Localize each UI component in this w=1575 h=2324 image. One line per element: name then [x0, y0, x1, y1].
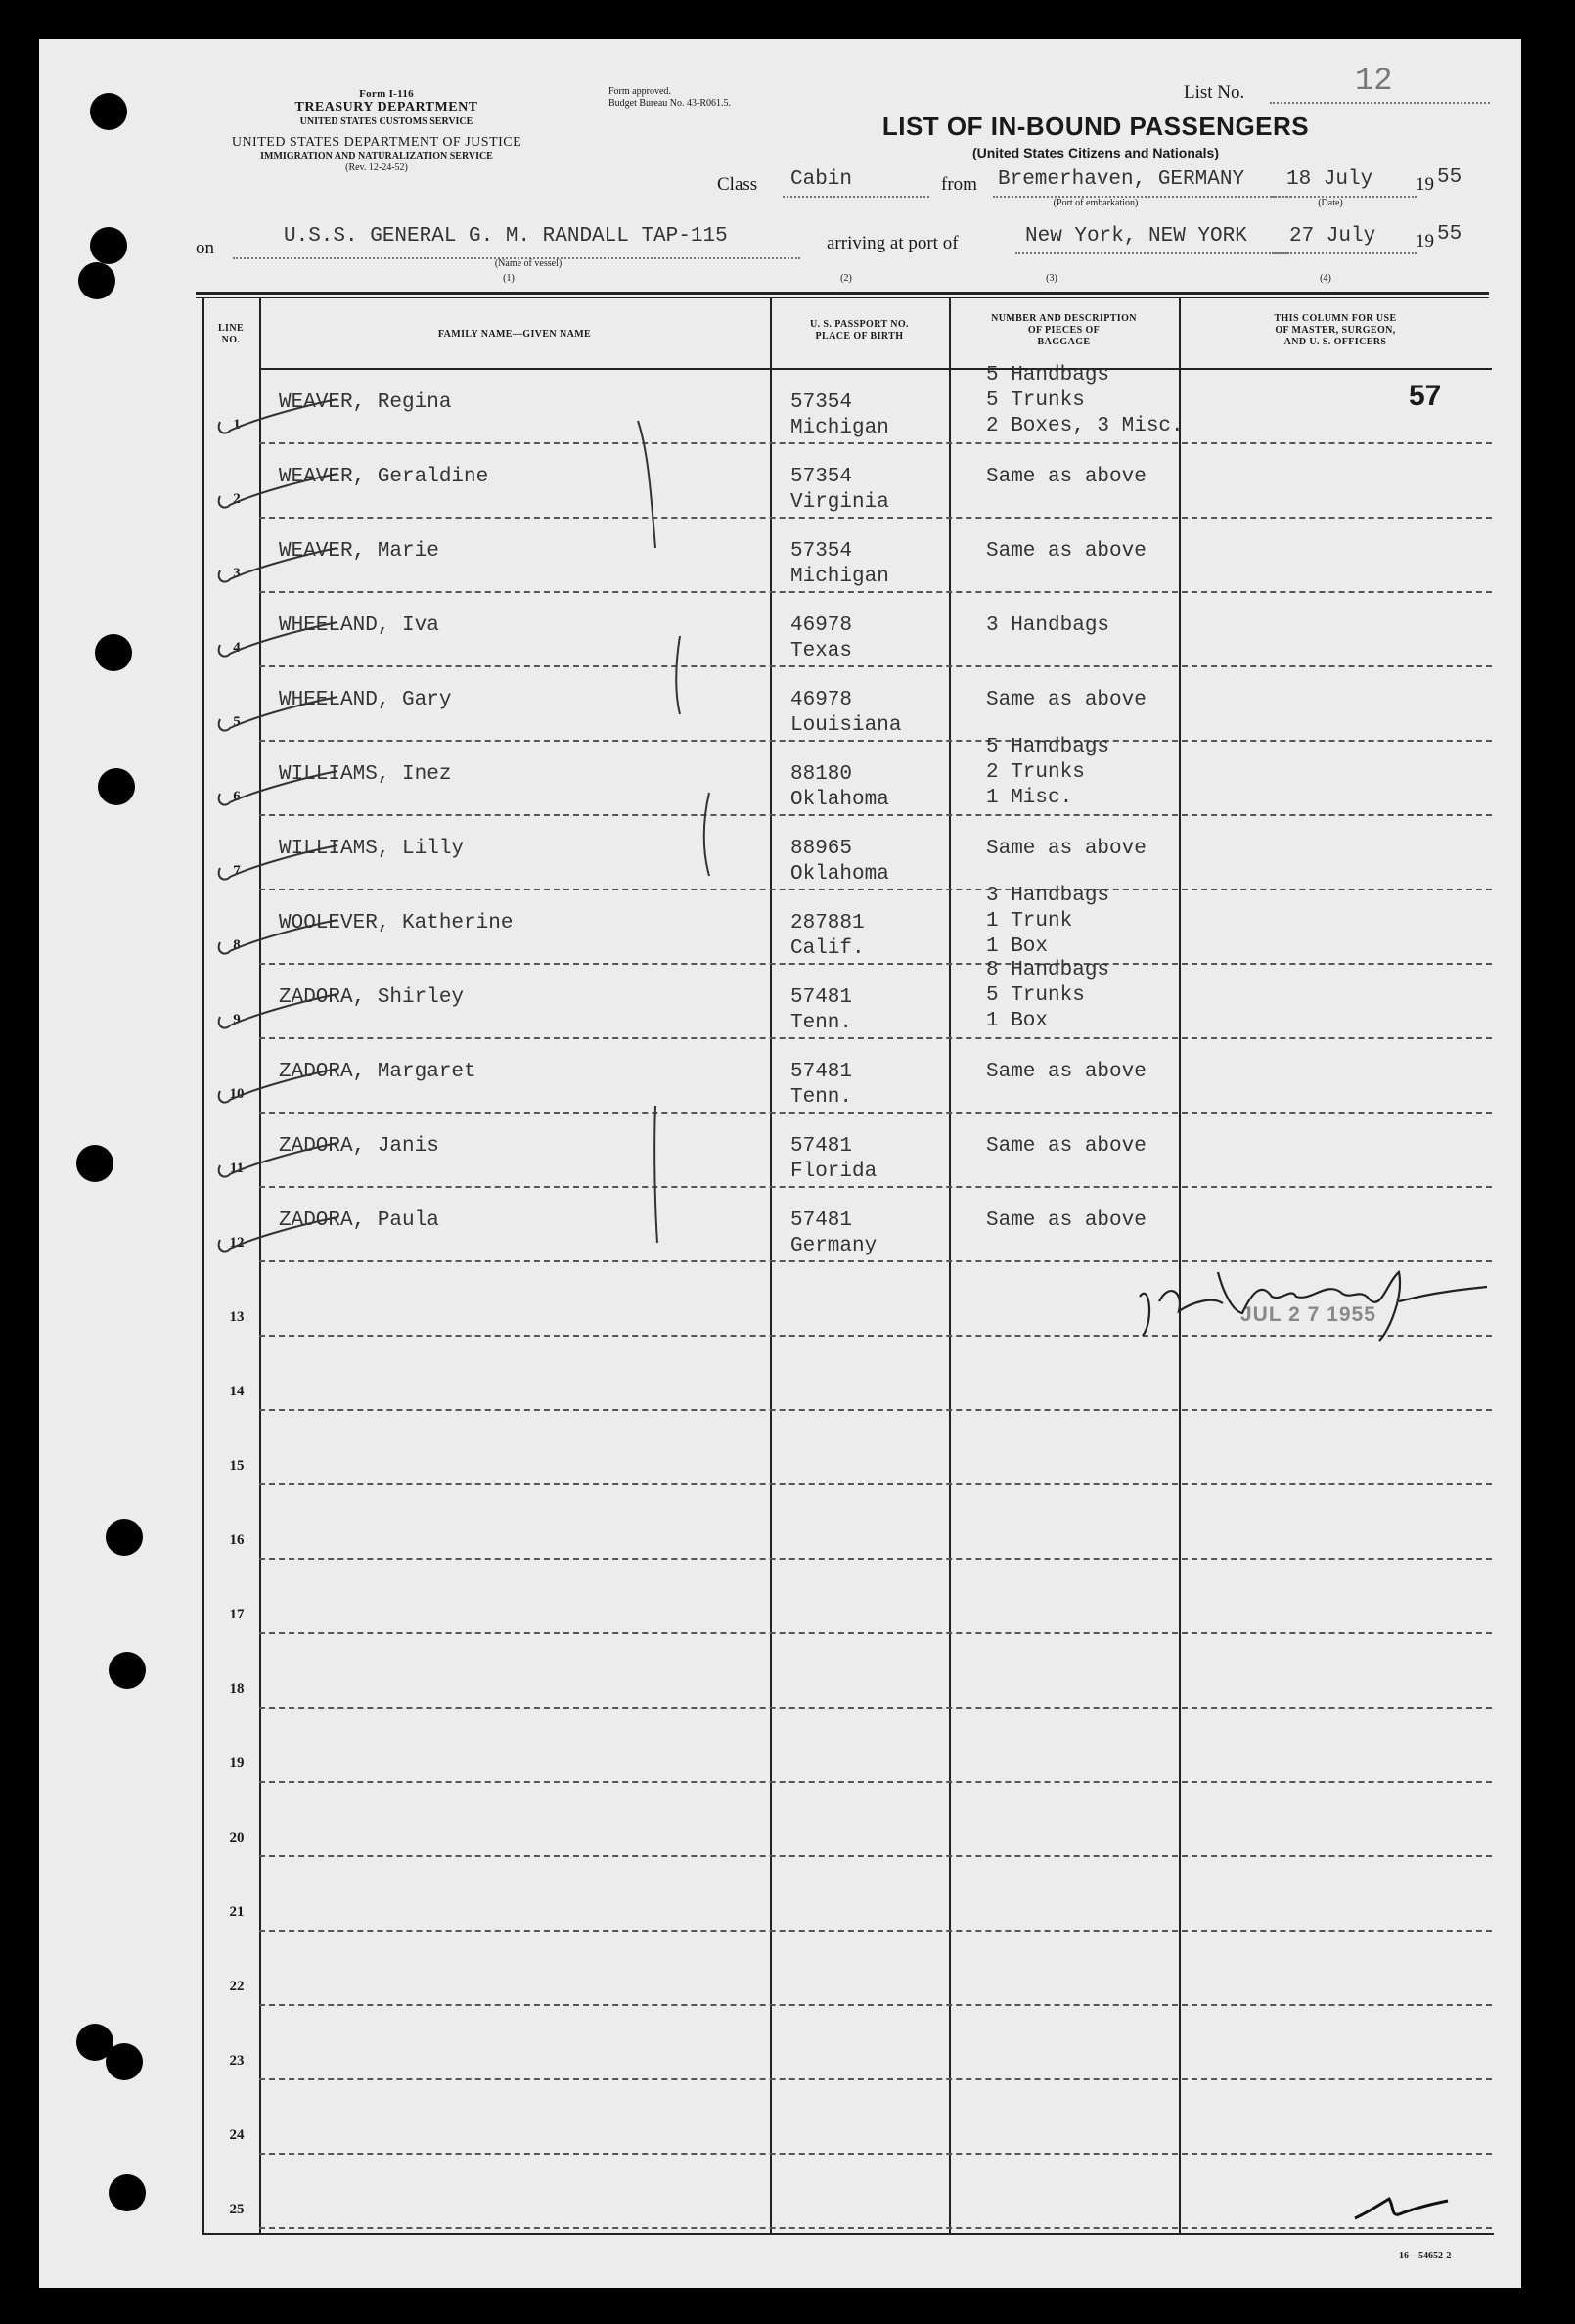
baggage-item: Same as above [986, 689, 1147, 711]
place-of-birth: Texas [790, 640, 853, 662]
line-number: 16 [229, 1532, 245, 1548]
line-number: 14 [229, 1384, 245, 1399]
baggage-item: 8 Handbags [986, 959, 1110, 981]
department-of-justice: UNITED STATES DEPARTMENT OF JUSTICE [231, 135, 522, 150]
row-separator [259, 1855, 1492, 1857]
row-separator [259, 1632, 1492, 1634]
punch-hole [76, 1145, 113, 1182]
passenger-name: ZADORA, Paula [279, 1209, 439, 1232]
arrival-port: New York, NEW YORK [1025, 225, 1247, 248]
passport-number: 57481 [790, 1061, 853, 1083]
passenger-name: ZADORA, Shirley [279, 986, 465, 1009]
passport-number: 88180 [790, 763, 853, 786]
place-of-birth: Tenn. [790, 1086, 853, 1109]
column-number-2: (2) [840, 273, 852, 284]
row-separator [259, 1112, 1492, 1114]
place-of-birth: Michigan [790, 566, 889, 588]
row-separator [259, 442, 1492, 444]
baggage-item: 3 Handbags [986, 885, 1110, 907]
table-bottom-border [202, 2233, 1494, 2235]
check-mark [210, 695, 347, 744]
port-embark-caption: (Port of embarkation) [1053, 198, 1139, 208]
passenger-name: ZADORA, Margaret [279, 1061, 476, 1083]
passenger-name: WEAVER, Marie [279, 540, 439, 563]
passport-number: 57481 [790, 1209, 853, 1232]
baggage-item: 5 Trunks [986, 984, 1085, 1007]
line-number: 20 [229, 1830, 245, 1846]
row-separator [259, 2078, 1492, 2080]
punch-hole [109, 1652, 146, 1689]
column-number-1: (1) [503, 273, 515, 284]
passport-number: 57354 [790, 391, 853, 414]
check-mark [210, 769, 347, 818]
line-number: 19 [229, 1755, 245, 1771]
ins: IMMIGRATION AND NATURALIZATION SERVICE [260, 151, 493, 161]
passenger-name: WEAVER, Geraldine [279, 466, 489, 488]
column-number-3: (3) [1046, 273, 1058, 284]
list-no-label: List No. [1184, 82, 1245, 103]
place-of-birth: Louisiana [790, 714, 902, 737]
passenger-name: WILLIAMS, Lilly [279, 838, 465, 860]
passport-number: 57481 [790, 986, 853, 1009]
row-separator [259, 2227, 1492, 2229]
baggage-item: 5 Handbags [986, 364, 1110, 387]
form-approved: Form approved. [608, 86, 671, 97]
row-separator [259, 1037, 1492, 1039]
revision: (Rev. 12-24-52) [345, 162, 408, 173]
passport-number: 57354 [790, 466, 853, 488]
date-stamp: JUL 2 7 1955 [1240, 1303, 1376, 1326]
baggage-item: 5 Handbags [986, 736, 1110, 758]
arrival-date-underline [1272, 252, 1417, 254]
baggage-item: 1 Trunk [986, 910, 1073, 933]
list-no-underline [1270, 102, 1490, 104]
line-number: 13 [229, 1309, 245, 1325]
arrival-date: 27 July [1289, 225, 1376, 248]
initials-mark [1350, 2187, 1458, 2226]
line-number: 23 [229, 2053, 245, 2069]
list-no: 12 [1355, 63, 1393, 99]
place-of-birth: Calif. [790, 937, 865, 960]
row-separator [259, 814, 1492, 816]
place-of-birth: Florida [790, 1161, 878, 1183]
column-divider-name [770, 297, 772, 2235]
row-separator [259, 1558, 1492, 1560]
class-label: Class [717, 174, 758, 195]
table-top-border-inner [196, 297, 1489, 298]
baggage-item: 5 Trunks [986, 389, 1085, 412]
document-subtitle: (United States Citizens and Nationals) [971, 145, 1220, 160]
document-title: LIST OF IN-BOUND PASSENGERS [881, 112, 1310, 141]
place-of-birth: Virginia [790, 491, 889, 514]
line-number: 15 [229, 1458, 245, 1474]
vessel-caption: (Name of vessel) [494, 258, 562, 269]
margin-pen-marks [626, 411, 714, 1292]
punch-hole [106, 1519, 143, 1556]
passport-number: 57481 [790, 1135, 853, 1158]
baggage-item: Same as above [986, 466, 1147, 488]
place-of-birth: Oklahoma [790, 863, 889, 886]
punch-hole [98, 768, 135, 805]
arrival-year: 55 [1437, 223, 1462, 246]
class-value: Cabin [790, 168, 853, 191]
passport-number: 88965 [790, 838, 853, 860]
customs-service: UNITED STATES CUSTOMS SERVICE [299, 116, 473, 127]
date-caption: (Date) [1318, 198, 1343, 208]
line-number: 5 [233, 714, 241, 730]
line-number: 3 [233, 566, 241, 581]
passport-number: 46978 [790, 689, 853, 711]
row-separator [259, 1930, 1492, 1932]
place-of-birth: Tenn. [790, 1012, 853, 1034]
embarkation-date: 18 July [1286, 168, 1373, 191]
punch-hole [90, 227, 127, 264]
header-baggage: NUMBER AND DESCRIPTION OF PIECES OF BAGGAGE [991, 313, 1137, 347]
header-name: FAMILY NAME—GIVEN NAME [437, 329, 592, 340]
header-passport: U. S. PASSPORT NO. PLACE OF BIRTH [810, 319, 909, 342]
line-number: 24 [229, 2127, 245, 2143]
check-mark [210, 1215, 347, 1264]
baggage-item: 2 Boxes, 3 Misc. [986, 415, 1184, 437]
line-number: 2 [233, 491, 241, 507]
passport-number: 287881 [790, 912, 865, 934]
check-mark [210, 1067, 347, 1116]
line-number: 9 [233, 1012, 241, 1027]
check-mark [210, 918, 347, 967]
line-number: 7 [233, 863, 241, 879]
check-mark [210, 1141, 347, 1190]
passenger-name: WILLIAMS, Inez [279, 763, 452, 786]
line-number: 21 [229, 1904, 245, 1920]
embarkation-year: 55 [1437, 166, 1462, 189]
punch-hole [90, 93, 127, 130]
row-separator [259, 665, 1492, 667]
budget-bureau: Budget Bureau No. 43-R061.5. [608, 98, 731, 109]
row-separator [259, 591, 1492, 593]
passenger-name: WHEELAND, Iva [279, 615, 439, 637]
check-mark [210, 620, 347, 669]
row-separator [259, 1409, 1492, 1411]
check-mark [210, 472, 347, 521]
baggage-item: 1 Misc. [986, 787, 1073, 809]
vessel-name: U.S.S. GENERAL G. M. RANDALL TAP-115 [284, 225, 728, 248]
baggage-item: 1 Box [986, 935, 1049, 958]
check-mark [210, 546, 347, 595]
line-number: 11 [229, 1161, 245, 1176]
baggage-item: Same as above [986, 540, 1147, 563]
officer-signature [1125, 1243, 1497, 1350]
line-number: 18 [229, 1681, 245, 1697]
row-separator [259, 2153, 1492, 2155]
form-number: Form I-116 [359, 88, 414, 100]
passenger-name: WEAVER, Regina [279, 391, 452, 414]
arrival-year-prefix: 19 [1416, 231, 1434, 251]
line-number: 10 [229, 1086, 245, 1102]
baggage-item: 2 Trunks [986, 761, 1085, 784]
passenger-name: WHEELAND, Gary [279, 689, 452, 711]
header-bottom-border [259, 368, 1492, 370]
header-officers: THIS COLUMN FOR USE OF MASTER, SURGEON, AND U. S. OFFICERS [1274, 313, 1397, 347]
line-number: 1 [233, 417, 241, 433]
arriving-label: arriving at port of [827, 233, 959, 253]
class-underline [783, 196, 929, 198]
column-number-4: (4) [1320, 273, 1331, 284]
on-label: on [196, 238, 214, 258]
row-separator [259, 1186, 1492, 1188]
row-separator [259, 1707, 1492, 1709]
row-separator [259, 1483, 1492, 1485]
column-divider-passport [949, 297, 951, 2235]
place-of-birth: Oklahoma [790, 789, 889, 811]
passport-number: 57354 [790, 540, 853, 563]
line-number: 6 [233, 789, 241, 804]
baggage-item: 3 Handbags [986, 615, 1110, 637]
line-number: 22 [229, 1979, 245, 1994]
line-number: 4 [233, 640, 241, 656]
passport-number: 46978 [790, 615, 853, 637]
treasury-department: TREASURY DEPARTMENT [294, 100, 478, 114]
baggage-item: Same as above [986, 1209, 1147, 1232]
baggage-item: Same as above [986, 838, 1147, 860]
punch-hole [78, 262, 115, 299]
row-separator [259, 963, 1492, 965]
passenger-name: ZADORA, Janis [279, 1135, 439, 1158]
punch-hole [109, 2174, 146, 2211]
arrival-port-underline [1015, 252, 1289, 254]
passenger-name: WOOLEVER, Katherine [279, 912, 514, 934]
punch-hole [95, 634, 132, 671]
check-mark [210, 843, 347, 892]
row-separator [259, 740, 1492, 742]
line-number: 8 [233, 937, 241, 953]
row-separator [259, 1781, 1492, 1783]
row-separator [259, 2004, 1492, 2006]
line-number: 25 [229, 2202, 245, 2217]
place-of-birth: Germany [790, 1235, 878, 1257]
place-of-birth: Michigan [790, 417, 889, 439]
port-of-embarkation: Bremerhaven, GERMANY [998, 168, 1245, 191]
row-separator [259, 889, 1492, 890]
baggage-item: 1 Box [986, 1010, 1049, 1032]
line-number: 12 [229, 1235, 245, 1251]
punch-hole [106, 2043, 143, 2080]
check-mark [210, 397, 347, 446]
from-label: from [941, 174, 977, 195]
embark-year-prefix: 19 [1416, 174, 1434, 195]
check-mark [210, 992, 347, 1041]
row-separator [259, 517, 1492, 519]
line-number: 17 [229, 1607, 245, 1622]
officer-note: 57 [1409, 380, 1442, 412]
table-top-border [196, 292, 1489, 295]
baggage-item: Same as above [986, 1135, 1147, 1158]
baggage-item: Same as above [986, 1061, 1147, 1083]
footer-code: 16—54652-2 [1399, 2251, 1452, 2261]
header-line-no: LINE NO. [217, 323, 245, 345]
table-left-border [202, 297, 204, 2235]
